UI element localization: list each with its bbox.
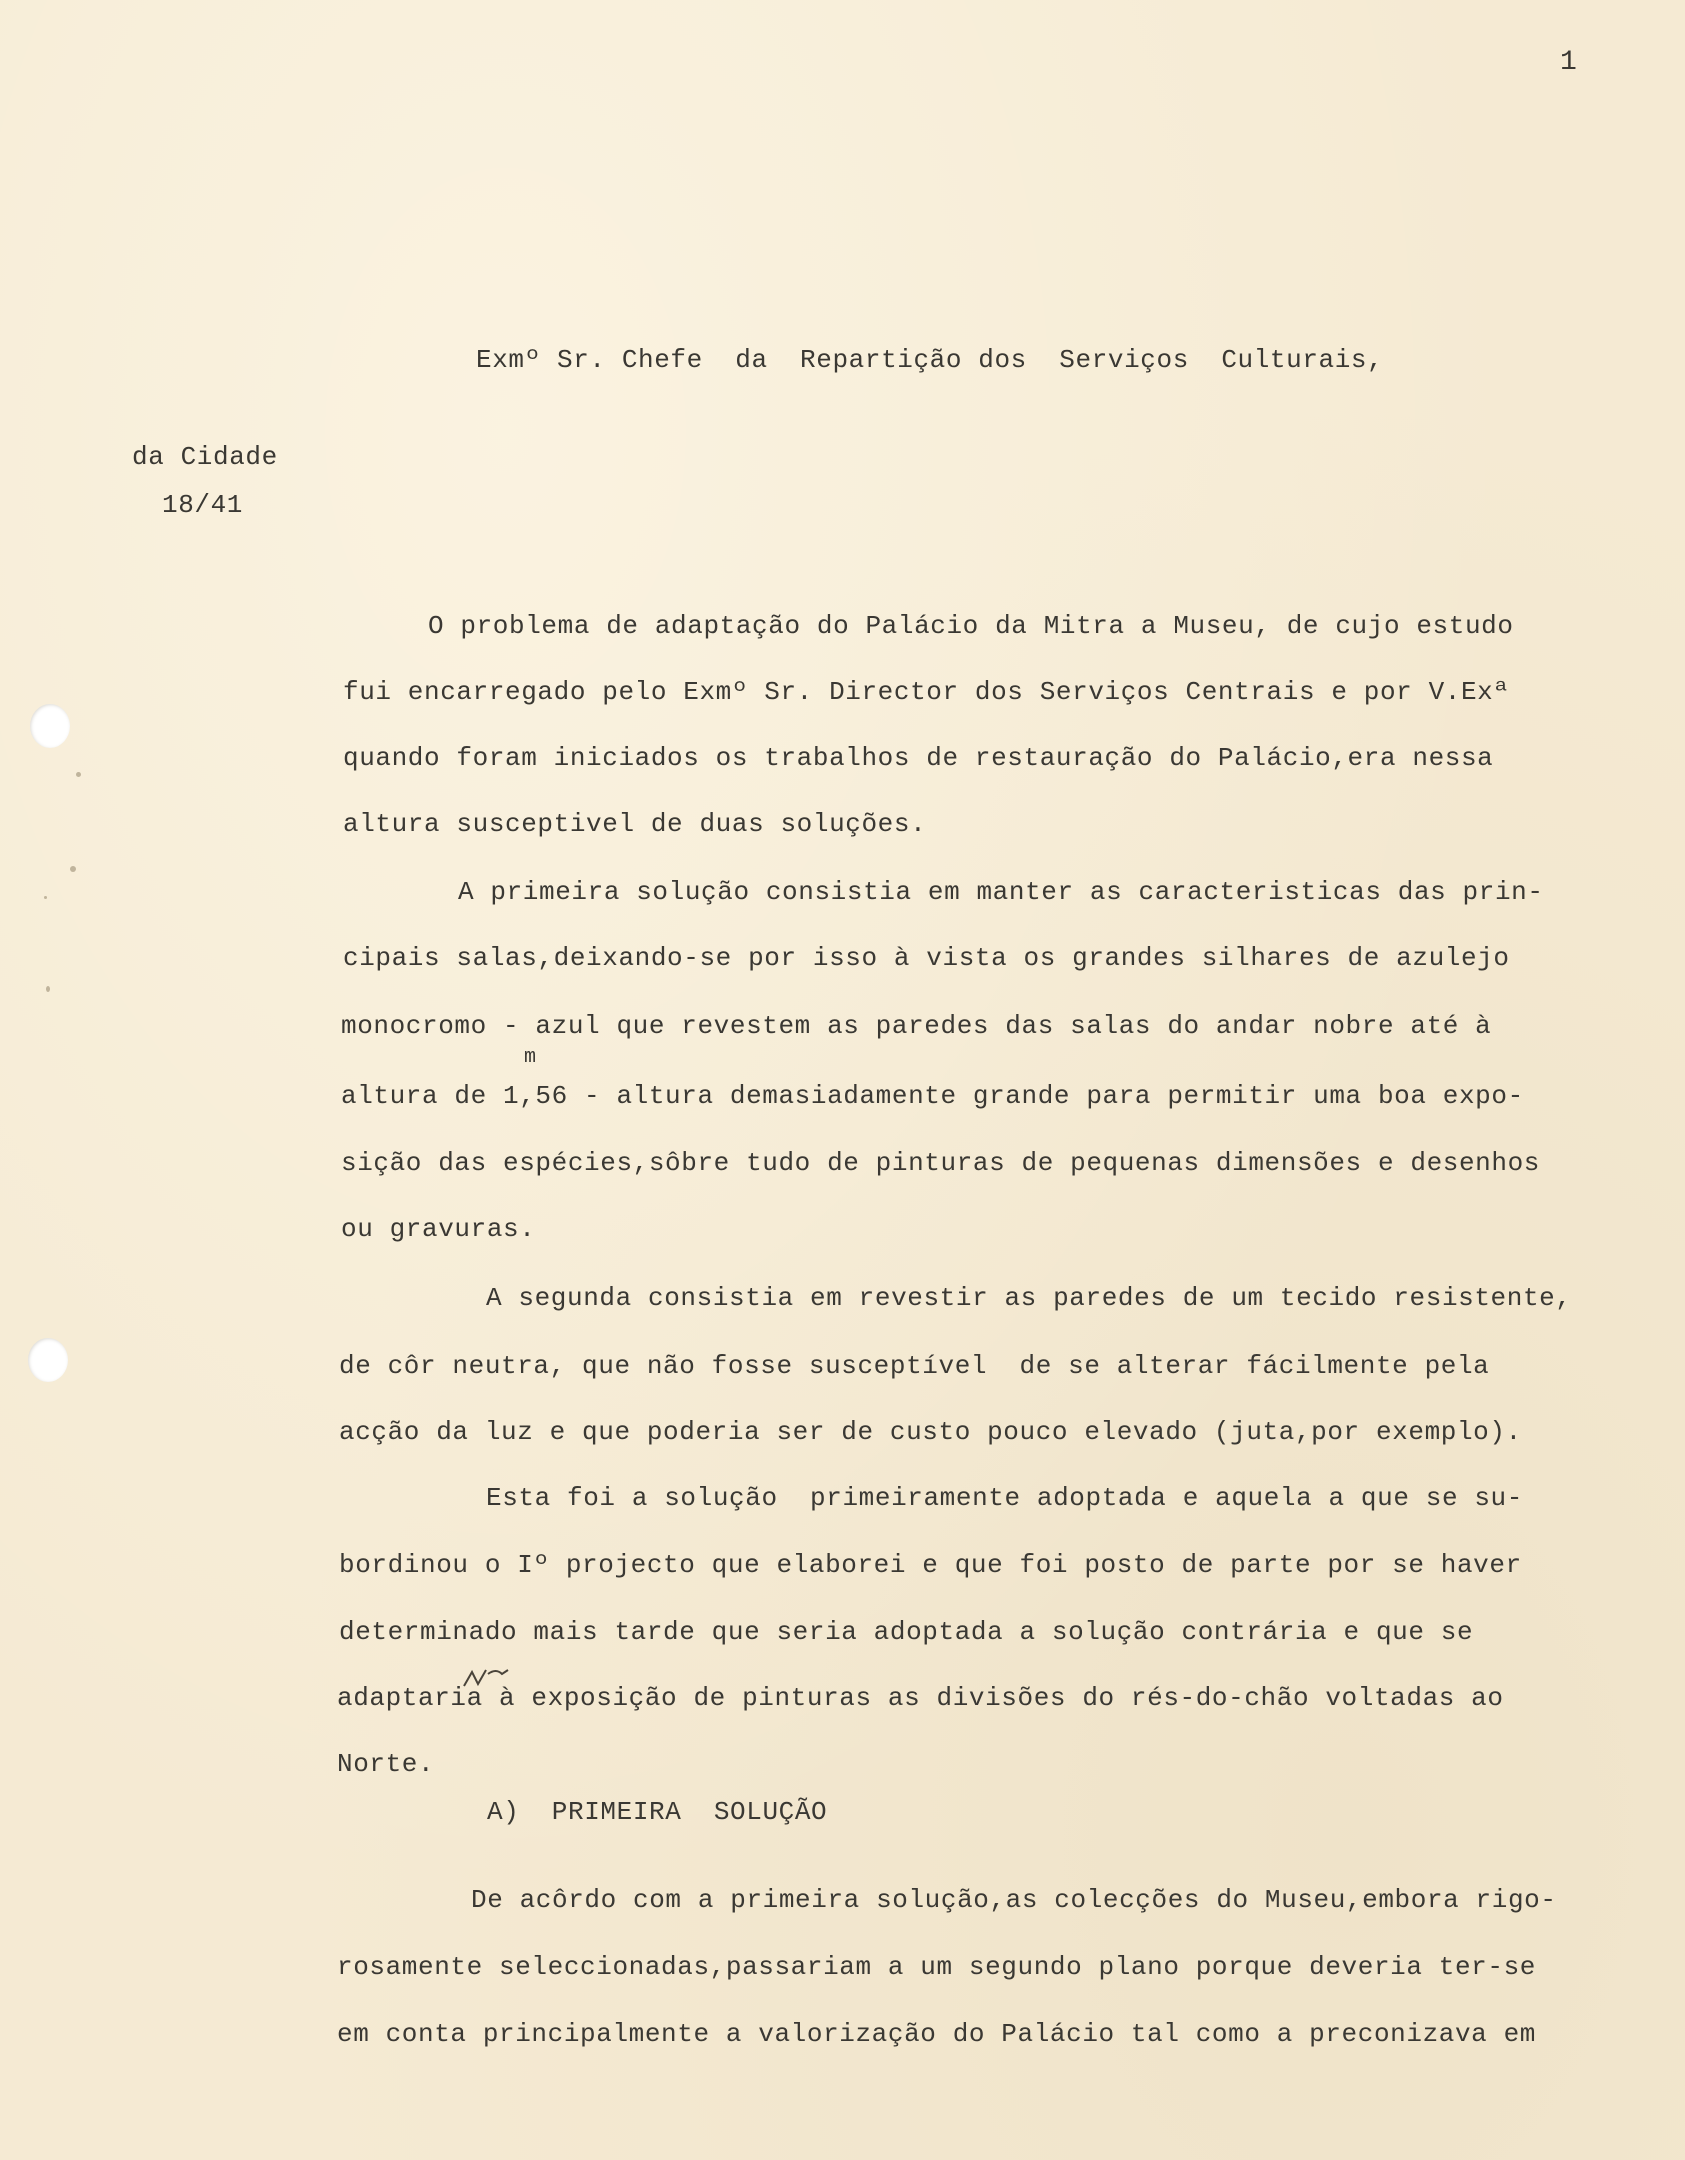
section-heading: A) PRIMEIRA SOLUÇÃO [487, 1797, 828, 1827]
paragraph-4-line-3: determinado mais tarde que seria adoptada a solução contrária e que se [339, 1617, 1474, 1647]
reference-number: 18/41 [162, 490, 244, 520]
paragraph-4-line-2: bordinou o Iº projecto que elaborei e que foi posto de parte por se haver [339, 1550, 1522, 1580]
paragraph-1-line-2: fui encarregado pelo Exmº Sr. Director dos Serviços Centrais e por V.Exª [343, 677, 1510, 707]
paragraph-5-line-3: em conta principalmente a valorização do Palácio tal como a preconizava em [337, 2019, 1536, 2049]
recipient-city: da Cidade [132, 442, 278, 472]
paragraph-2-line-4: altura de 1,56 - altura demasiadamente grande para permitir uma boa expo- [341, 1081, 1524, 1111]
paragraph-4-line-1: Esta foi a solução primeiramente adoptada e aquela a que se su- [486, 1483, 1523, 1513]
punch-hole-top [30, 704, 70, 748]
paragraph-1-line-1: O problema de adaptação do Palácio da Mitra a Museu, de cujo estudo [428, 611, 1514, 641]
paragraph-1-line-4: altura susceptivel de duas soluções. [343, 809, 927, 839]
punch-hole-bottom [28, 1338, 68, 1382]
paragraph-4-line-5: Norte. [337, 1749, 435, 1779]
paragraph-5-line-1: De acôrdo com a primeira solução,as colecções do Museu,embora rigo- [471, 1885, 1557, 1915]
paragraph-1-line-3: quando foram iniciados os trabalhos de restauração do Palácio,era nessa [343, 743, 1494, 773]
handwritten-correction [462, 1666, 510, 1690]
paragraph-3-line-1: A segunda consistia em revestir as paredes de um tecido resistente, [486, 1283, 1572, 1313]
paper-speck [70, 866, 76, 872]
paragraph-4-line-4: adaptaria à exposição de pinturas as divisões do rés-do-chão voltadas ao [337, 1683, 1504, 1713]
paragraph-5-line-2: rosamente seleccionadas,passariam a um segundo plano porque deveria ter-se [337, 1952, 1536, 1982]
paper-speck [46, 986, 50, 992]
paragraph-2-line-6: ou gravuras. [341, 1214, 536, 1244]
paragraph-2-line-3: monocromo - azul que revestem as paredes das salas do andar nobre até à [341, 1011, 1492, 1041]
paragraph-3-line-2: de côr neutra, que não fosse susceptível de se alterar fácilmente pela [339, 1351, 1490, 1381]
paper-speck [76, 772, 81, 777]
address-line: Exmº Sr. Chefe da Repartição dos Serviços Culturais, [476, 345, 1384, 375]
paragraph-2-line-2: cipais salas,deixando-se por isso à vista os grandes silhares de azulejo [343, 943, 1510, 973]
page-number: 1 [1560, 47, 1578, 78]
paragraph-2-line-1: A primeira solução consistia em manter as caracteristicas das prin- [458, 877, 1544, 907]
paper-speck [44, 896, 47, 899]
paragraph-3-line-3: acção da luz e que poderia ser de custo pouco elevado (juta,por exemplo). [339, 1417, 1522, 1447]
paragraph-2-line-5: sição das espécies,sôbre tudo de pinturas de pequenas dimensões e desenhos [341, 1148, 1540, 1178]
unit-superscript: m [524, 1046, 537, 1069]
